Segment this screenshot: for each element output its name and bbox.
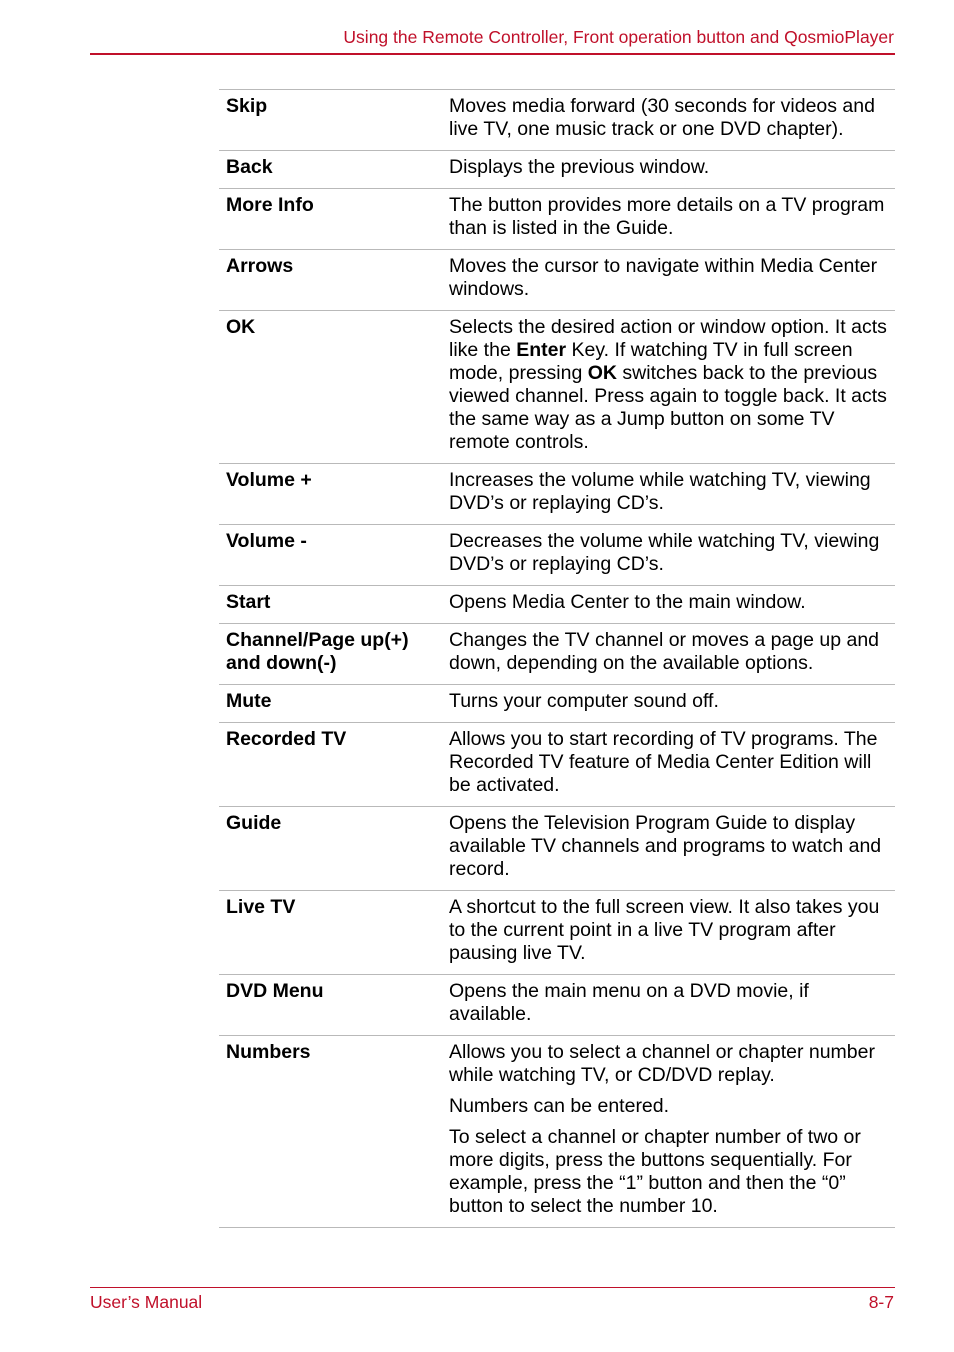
running-header: Using the Remote Controller, Front operation button and QosmioPlayer: [343, 27, 894, 47]
description-paragraph: [449, 629, 889, 675]
button-description: [442, 807, 895, 891]
button-name: Back: [219, 151, 442, 189]
button-description: [442, 586, 895, 624]
table-row: [219, 807, 895, 891]
button-name: More Info: [219, 189, 442, 250]
description-paragraph: [449, 728, 889, 797]
description-paragraph: [449, 591, 889, 614]
button-description: [442, 1036, 895, 1228]
button-name: Skip: [219, 90, 442, 151]
table-row: [219, 250, 895, 311]
description-paragraph: [449, 194, 889, 240]
description-text: switches back to the previous viewed channel. Press again to toggle back. It acts the same way as a Jump button on some TV remote controls.: [449, 362, 887, 453]
button-name: Recorded TV: [219, 723, 442, 807]
description-text: Opens the main menu on a DVD movie, if available.: [449, 980, 809, 1025]
description-paragraph: [449, 255, 889, 301]
header-divider: [90, 53, 895, 55]
button-name: OK: [219, 311, 442, 464]
button-description: [442, 624, 895, 685]
button-name: Numbers: [219, 1036, 442, 1228]
description-paragraph: [449, 1126, 889, 1218]
button-description: [442, 189, 895, 250]
description-paragraph: [449, 896, 889, 965]
description-text: Turns your computer sound off.: [449, 690, 719, 712]
button-description: [442, 90, 895, 151]
description-paragraph: [449, 1095, 889, 1118]
description-text: Changes the TV channel or moves a page up and down, depending on the available options.: [449, 629, 880, 674]
table-row: [219, 90, 895, 151]
button-description: [442, 685, 895, 723]
description-text: Moves the cursor to navigate within Media Center windows.: [449, 255, 878, 300]
table-row: [219, 311, 895, 464]
emphasized-key-name: OK: [587, 362, 617, 384]
description-paragraph: [449, 690, 889, 713]
description-text: To select a channel or chapter number of two or more digits, press the buttons sequentially. For example, press the “1” button and then the “0” button to select the number 10.: [449, 1126, 861, 1217]
button-name: DVD Menu: [219, 975, 442, 1036]
description-paragraph: [449, 469, 889, 515]
button-name: Volume -: [219, 525, 442, 586]
table-row: [219, 525, 895, 586]
description-text: Numbers can be entered.: [449, 1095, 670, 1117]
button-name: Guide: [219, 807, 442, 891]
page-number: 8-7: [868, 1292, 894, 1312]
button-name: Arrows: [219, 250, 442, 311]
footer-manual-title: User’s Manual: [90, 1292, 203, 1312]
button-description: [442, 464, 895, 525]
table-row: [219, 586, 895, 624]
description-paragraph: [449, 812, 889, 881]
button-description: [442, 525, 895, 586]
table-row: [219, 723, 895, 807]
description-text: The button provides more details on a TV program than is listed in the Guide.: [449, 194, 885, 239]
button-description: [442, 723, 895, 807]
description-paragraph: [449, 1041, 889, 1087]
remote-buttons-table: [219, 89, 895, 1228]
table-row: [219, 189, 895, 250]
button-description: [442, 151, 895, 189]
description-paragraph: [449, 980, 889, 1026]
description-text: Increases the volume while watching TV, viewing DVD’s or replaying CD’s.: [449, 469, 871, 514]
button-description: [442, 975, 895, 1036]
description-paragraph: [449, 316, 889, 454]
description-text: Allows you to start recording of TV programs. The Recorded TV feature of Media Center Edition will be activated.: [449, 728, 878, 796]
description-text: Moves media forward (30 seconds for videos and live TV, one music track or one DVD chapter).: [449, 95, 875, 140]
description-paragraph: [449, 95, 889, 141]
button-name: Channel/Page up(+) and down(-): [219, 624, 442, 685]
description-text: Opens the Television Program Guide to display available TV channels and programs to watch and record.: [449, 812, 882, 880]
description-paragraph: [449, 156, 889, 179]
button-description: [442, 250, 895, 311]
table-row: [219, 624, 895, 685]
description-paragraph: [449, 530, 889, 576]
description-text: Selects the desired action or window option. It acts like the: [449, 316, 887, 361]
button-name: Live TV: [219, 891, 442, 975]
description-text: Key. If watching TV in full screen mode, pressing: [449, 339, 853, 384]
table-row: [219, 1036, 895, 1228]
button-name: Mute: [219, 685, 442, 723]
button-description: [442, 311, 895, 464]
button-name: Volume +: [219, 464, 442, 525]
button-name: Start: [219, 586, 442, 624]
description-text: Decreases the volume while watching TV, viewing DVD’s or replaying CD’s.: [449, 530, 880, 575]
table-body: [219, 90, 895, 1228]
emphasized-key-name: Enter: [516, 339, 567, 361]
table-row: [219, 685, 895, 723]
table-row: [219, 464, 895, 525]
description-text: Allows you to select a channel or chapter number while watching TV, or CD/DVD replay.: [449, 1041, 875, 1086]
table-row: [219, 891, 895, 975]
description-text: A shortcut to the full screen view. It also takes you to the current point in a live TV program after pausing live TV.: [449, 896, 880, 964]
button-description: [442, 891, 895, 975]
description-text: Displays the previous window.: [449, 156, 710, 178]
table-row: [219, 151, 895, 189]
table-row: [219, 975, 895, 1036]
footer-divider: [90, 1287, 895, 1288]
description-text: Opens Media Center to the main window.: [449, 591, 806, 613]
